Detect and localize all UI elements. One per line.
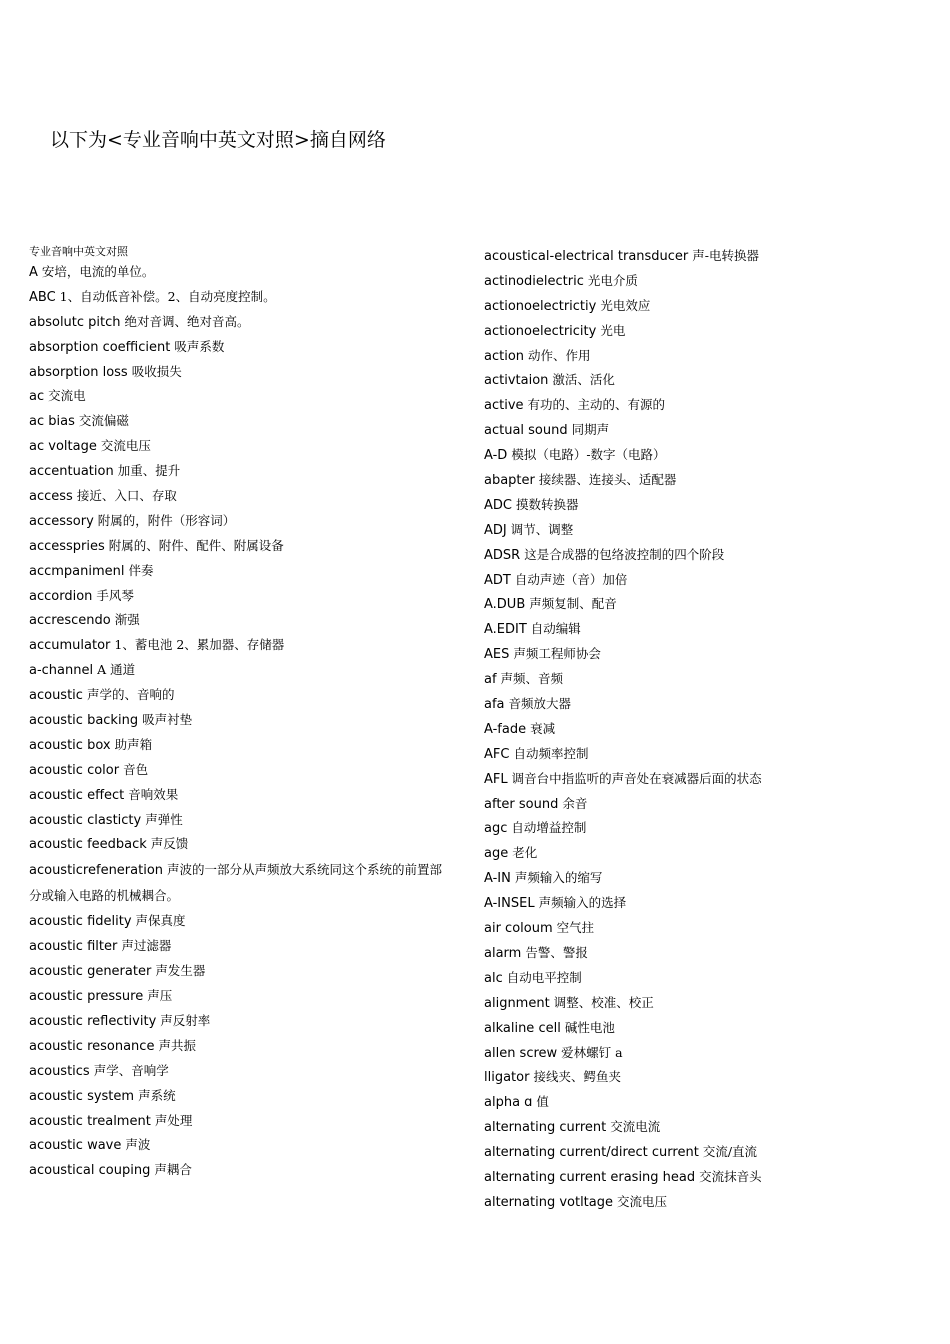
term-chinese: 声反射率 bbox=[160, 1012, 211, 1028]
term-chinese: 衰减 bbox=[530, 720, 556, 736]
glossary-entry bbox=[484, 841, 924, 866]
term-chinese: 声发生器 bbox=[155, 963, 206, 979]
term-chinese: 交流抹音头 bbox=[699, 1168, 762, 1184]
glossary-entry bbox=[484, 244, 924, 269]
glossary-entry bbox=[29, 285, 449, 310]
term-chinese: 声处理 bbox=[154, 1112, 193, 1128]
page-title: 以下为<专业音响中英文对照>摘自网络 bbox=[50, 129, 386, 151]
term-english: af bbox=[484, 672, 497, 688]
term-chinese: 自动电平控制 bbox=[506, 969, 582, 985]
term-chinese: 音响效果 bbox=[128, 786, 179, 802]
term-chinese: 自动频率控制 bbox=[513, 745, 589, 761]
term-english: actionoelectrictiy bbox=[484, 298, 597, 314]
glossary-entry bbox=[484, 1065, 924, 1090]
glossary-entry bbox=[29, 484, 449, 509]
glossary-column-right bbox=[484, 244, 924, 1215]
glossary-entry bbox=[484, 493, 924, 518]
glossary-entry bbox=[29, 1059, 449, 1084]
term-english: acousticrefeneration bbox=[29, 863, 164, 879]
term-english: acoustic clasticty bbox=[29, 812, 142, 828]
term-english: accessory bbox=[29, 513, 94, 529]
term-english: accordion bbox=[29, 588, 93, 604]
term-chinese: 附属的，附件（形容词） bbox=[97, 512, 236, 528]
term-english: ac bbox=[29, 389, 45, 405]
term-chinese: 接近、入口、存取 bbox=[76, 488, 177, 504]
term-chinese: 交流电压 bbox=[617, 1193, 668, 1209]
glossary-entry bbox=[29, 608, 449, 633]
term-chinese: 声耦合 bbox=[154, 1162, 192, 1178]
term-english: acoustic filter bbox=[29, 939, 118, 955]
glossary-entry bbox=[484, 816, 924, 841]
term-english: A-D bbox=[484, 448, 508, 464]
term-chinese: 绝对音调、绝对音高。 bbox=[124, 313, 250, 329]
glossary-entry bbox=[484, 1016, 924, 1041]
term-english: acoustical-electrical transducer bbox=[484, 249, 689, 264]
glossary-entry bbox=[484, 294, 924, 319]
term-english: acoustic system bbox=[29, 1088, 135, 1104]
term-chinese: 1、蓄电池 2、累加器、存储器 bbox=[114, 637, 285, 653]
term-english: alternating current erasing head bbox=[484, 1169, 696, 1185]
term-english: accumulator bbox=[29, 638, 111, 654]
glossary-entry bbox=[484, 269, 924, 294]
glossary-entry bbox=[29, 459, 449, 484]
term-english: access bbox=[29, 489, 73, 505]
glossary-entry bbox=[484, 1041, 924, 1066]
term-chinese: 吸声系数 bbox=[174, 338, 225, 354]
glossary-entry bbox=[484, 617, 924, 642]
term-english: acoustic trealment bbox=[29, 1113, 151, 1129]
term-english: acoustical couping bbox=[29, 1163, 151, 1179]
term-english: absorption loss bbox=[29, 364, 128, 380]
term-chinese: 调音台中指监听的声音处在衰减器后面的状态 bbox=[511, 770, 762, 786]
glossary-entry bbox=[29, 1109, 449, 1134]
term-chinese: 声系统 bbox=[138, 1087, 176, 1103]
term-chinese: 告警、警报 bbox=[525, 944, 588, 960]
glossary-entry bbox=[484, 667, 924, 692]
term-english: A.DUB bbox=[484, 597, 526, 613]
term-english: actual sound bbox=[484, 423, 568, 439]
glossary-entry bbox=[484, 1140, 924, 1165]
glossary-entry bbox=[484, 692, 924, 717]
term-chinese: 声频输入的缩写 bbox=[514, 870, 603, 886]
term-english: acoustic reflectivity bbox=[29, 1013, 157, 1029]
term-english: abapter bbox=[484, 473, 535, 489]
term-english: AES bbox=[484, 647, 510, 663]
term-english: acoustic resonance bbox=[29, 1038, 155, 1054]
term-english: acoustic feedback bbox=[29, 837, 147, 853]
glossary-entry bbox=[29, 1009, 449, 1034]
term-chinese: 自动编辑 bbox=[530, 621, 581, 637]
glossary-entry bbox=[484, 344, 924, 369]
glossary-entry bbox=[484, 443, 924, 468]
term-english: AFC bbox=[484, 746, 510, 762]
glossary-entry bbox=[29, 584, 449, 609]
term-english: actinodielectric bbox=[484, 273, 584, 289]
term-english: acoustic pressure bbox=[29, 989, 144, 1005]
glossary-entry bbox=[29, 683, 449, 708]
glossary-entry bbox=[29, 434, 449, 459]
glossary-entry bbox=[484, 543, 924, 568]
term-english: allen screw bbox=[484, 1045, 558, 1061]
term-chinese: 空气拄 bbox=[556, 920, 595, 936]
term-english: A bbox=[29, 265, 38, 280]
term-english: acoustic backing bbox=[29, 713, 139, 729]
term-english: ADJ bbox=[484, 522, 507, 538]
glossary-entry bbox=[29, 1084, 449, 1109]
term-english: after sound bbox=[484, 796, 559, 812]
term-english: acoustic generater bbox=[29, 964, 152, 980]
glossary-entry bbox=[484, 592, 924, 617]
glossary-entry bbox=[484, 319, 924, 344]
term-english: ADSR bbox=[484, 547, 521, 563]
term-chinese: 加重、提升 bbox=[117, 463, 181, 479]
term-english: A-INSEL bbox=[484, 896, 535, 912]
glossary-list-right bbox=[484, 244, 924, 1215]
glossary-entry bbox=[484, 767, 924, 792]
term-chinese: 吸收损失 bbox=[131, 363, 182, 379]
term-english: accrescendo bbox=[29, 613, 111, 629]
glossary-entry bbox=[484, 941, 924, 966]
term-chinese: 交流电 bbox=[48, 388, 86, 404]
term-english: A.EDIT bbox=[484, 622, 527, 638]
term-english: acoustic fidelity bbox=[29, 914, 132, 930]
glossary-entry bbox=[484, 991, 924, 1016]
term-english: acoustic effect bbox=[29, 787, 125, 803]
term-english: alternating votltage bbox=[484, 1194, 613, 1210]
term-english: ac bias bbox=[29, 414, 75, 430]
term-chinese: 动作、作用 bbox=[528, 347, 591, 363]
glossary-entry bbox=[29, 909, 449, 934]
term-chinese: 声波 bbox=[125, 1137, 151, 1153]
glossary-entry bbox=[29, 335, 449, 360]
term-chinese: 老化 bbox=[512, 845, 538, 861]
term-chinese: 声频、音频 bbox=[500, 671, 564, 687]
term-chinese: 这是合成器的包络波控制的四个阶段 bbox=[524, 546, 725, 562]
term-english: acoustic bbox=[29, 688, 83, 704]
term-chinese: 交流电流 bbox=[610, 1119, 661, 1135]
term-english: a-channel bbox=[29, 663, 94, 679]
term-chinese: 调整、校准、校正 bbox=[553, 994, 654, 1010]
glossary-entry bbox=[29, 633, 449, 658]
term-chinese: 声学、音响学 bbox=[93, 1062, 169, 1078]
glossary-column-left bbox=[29, 244, 449, 1183]
term-english: acoustics bbox=[29, 1063, 90, 1079]
term-english: alternating current/direct current bbox=[484, 1145, 699, 1161]
glossary-entry bbox=[29, 832, 449, 857]
glossary-entry bbox=[484, 792, 924, 817]
glossary-entry bbox=[29, 1034, 449, 1059]
term-chinese: 激活、活化 bbox=[552, 372, 615, 388]
term-english: lligator bbox=[484, 1070, 530, 1086]
glossary-entry bbox=[29, 808, 449, 833]
term-chinese: 光电介质 bbox=[587, 272, 638, 288]
term-chinese: 声弹性 bbox=[145, 811, 183, 827]
term-english: alc bbox=[484, 970, 503, 986]
glossary-entry bbox=[484, 393, 924, 418]
glossary-entry bbox=[484, 1090, 924, 1115]
term-english: alignment bbox=[484, 995, 550, 1011]
glossary-entry bbox=[484, 916, 924, 941]
glossary-entry bbox=[484, 717, 924, 742]
term-english: agc bbox=[484, 821, 508, 837]
term-english: activtaion bbox=[484, 373, 549, 389]
term-english: alkaline cell bbox=[484, 1020, 561, 1036]
term-chinese: 交流/直流 bbox=[702, 1144, 758, 1160]
glossary-entry bbox=[484, 1190, 924, 1215]
glossary-entry bbox=[29, 934, 449, 959]
term-chinese: 渐强 bbox=[114, 612, 140, 628]
glossary-entry bbox=[29, 733, 449, 758]
term-chinese: 音色 bbox=[123, 761, 149, 777]
term-chinese: 声过滤器 bbox=[121, 938, 172, 954]
term-english: age bbox=[484, 846, 509, 862]
term-chinese: A 通道 bbox=[97, 662, 136, 678]
glossary-entry bbox=[484, 1165, 924, 1190]
term-chinese: 安培，电流的单位。 bbox=[41, 264, 155, 279]
term-chinese: 光电效应 bbox=[600, 297, 651, 313]
term-english: accmpanimenl bbox=[29, 563, 125, 579]
glossary-entry bbox=[484, 891, 924, 916]
term-english: absorption coefficient bbox=[29, 339, 171, 355]
term-english: ABC bbox=[29, 289, 56, 305]
term-english: acoustic color bbox=[29, 762, 120, 778]
term-chinese: 爱林螺钉 a bbox=[561, 1044, 623, 1060]
term-chinese: 助声箱 bbox=[114, 736, 153, 752]
term-chinese: 声频输入的选择 bbox=[538, 895, 627, 911]
term-chinese: 自动增益控制 bbox=[511, 820, 587, 836]
glossary-entry bbox=[29, 758, 449, 783]
term-chinese: 交流电压 bbox=[100, 438, 151, 454]
term-chinese: 接续器、连接头、适配器 bbox=[538, 472, 677, 488]
term-chinese: 同期声 bbox=[571, 422, 610, 438]
glossary-entry bbox=[29, 708, 449, 733]
glossary-entry bbox=[29, 1158, 449, 1183]
term-english: accesspries bbox=[29, 538, 105, 554]
glossary-entry bbox=[29, 1133, 449, 1158]
glossary-entry bbox=[484, 742, 924, 767]
glossary-entry bbox=[29, 783, 449, 808]
term-chinese: 声反馈 bbox=[150, 836, 189, 852]
term-chinese: 声保真度 bbox=[135, 913, 186, 929]
term-english: ADC bbox=[484, 497, 512, 513]
glossary-entry bbox=[29, 409, 449, 434]
glossary-entry bbox=[29, 310, 449, 335]
glossary-entry bbox=[29, 534, 449, 559]
term-english: acoustic wave bbox=[29, 1138, 122, 1154]
glossary-entry bbox=[29, 559, 449, 584]
term-chinese: 交流偏磁 bbox=[78, 413, 129, 429]
term-chinese: 有功的、主动的、有源的 bbox=[527, 397, 666, 413]
glossary-list-left bbox=[29, 260, 449, 1183]
glossary-entry bbox=[484, 642, 924, 667]
term-chinese: 接线夹、鳄鱼夹 bbox=[533, 1069, 621, 1085]
term-chinese: 声压 bbox=[147, 988, 173, 1004]
glossary-entry bbox=[484, 518, 924, 543]
term-chinese: 1、自动低音补偿。2、自动亮度控制。 bbox=[59, 288, 276, 304]
term-chinese: 摸数转换器 bbox=[515, 496, 579, 512]
term-chinese: 自动声迹（音）加倍 bbox=[514, 571, 628, 587]
term-english: alarm bbox=[484, 945, 522, 961]
term-chinese: 声波的一部分从声频放大系统同这个系统的前置部分或输入电路的机械耦合。 bbox=[29, 862, 443, 904]
term-chinese: 附属的、附件、配件、附属设备 bbox=[108, 537, 284, 553]
term-chinese: 声频工程师协会 bbox=[513, 646, 601, 662]
glossary-entry bbox=[29, 384, 449, 409]
term-chinese: 音频放大器 bbox=[508, 696, 572, 712]
term-chinese: 余音 bbox=[562, 795, 588, 811]
term-english: absolutc pitch bbox=[29, 314, 121, 330]
term-chinese: 吸声衬垫 bbox=[142, 712, 193, 728]
term-english: afa bbox=[484, 697, 505, 713]
term-english: action bbox=[484, 348, 525, 364]
glossary-entry bbox=[484, 368, 924, 393]
term-english: acoustic box bbox=[29, 737, 111, 753]
term-chinese: 碱性电池 bbox=[564, 1019, 615, 1035]
term-english: active bbox=[484, 398, 524, 414]
term-chinese: 模拟（电路）-数字（电路） bbox=[511, 447, 666, 463]
glossary-entry bbox=[484, 468, 924, 493]
term-english: alternating current bbox=[484, 1120, 607, 1136]
glossary-entry bbox=[29, 658, 449, 683]
glossary-entry bbox=[29, 959, 449, 984]
term-chinese: 声共振 bbox=[158, 1037, 196, 1053]
term-chinese: 声-电转换器 bbox=[692, 248, 760, 263]
glossary-heading: 专业音响中英文对照 bbox=[29, 245, 128, 258]
glossary-entry bbox=[484, 1115, 924, 1140]
term-chinese: 调节、调整 bbox=[510, 521, 574, 537]
term-english: ADT bbox=[484, 572, 511, 588]
term-english: actionoelectricity bbox=[484, 323, 597, 339]
term-english: AFL bbox=[484, 771, 508, 787]
glossary-entry bbox=[29, 984, 449, 1009]
glossary-entry bbox=[484, 418, 924, 443]
term-chinese: 伴奏 bbox=[128, 562, 154, 578]
glossary-entry bbox=[484, 966, 924, 991]
term-english: A-IN bbox=[484, 871, 511, 887]
glossary-entry bbox=[29, 260, 449, 285]
term-english: air coloum bbox=[484, 921, 553, 937]
term-chinese: 光电 bbox=[600, 322, 626, 338]
term-english: A-fade bbox=[484, 721, 527, 737]
glossary-entry bbox=[29, 360, 449, 385]
term-chinese: 声频复制、配音 bbox=[529, 596, 617, 612]
glossary-entry bbox=[29, 509, 449, 534]
glossary-entry bbox=[484, 866, 924, 891]
term-chinese: 值 bbox=[536, 1094, 549, 1110]
term-english: accentuation bbox=[29, 464, 114, 480]
term-english: ac voltage bbox=[29, 439, 97, 455]
term-chinese: 声学的、音响的 bbox=[86, 687, 175, 703]
glossary-entry bbox=[29, 857, 449, 909]
glossary-entry bbox=[484, 568, 924, 593]
term-chinese: 手风琴 bbox=[96, 587, 134, 603]
term-english: alpha ɑ bbox=[484, 1095, 533, 1111]
